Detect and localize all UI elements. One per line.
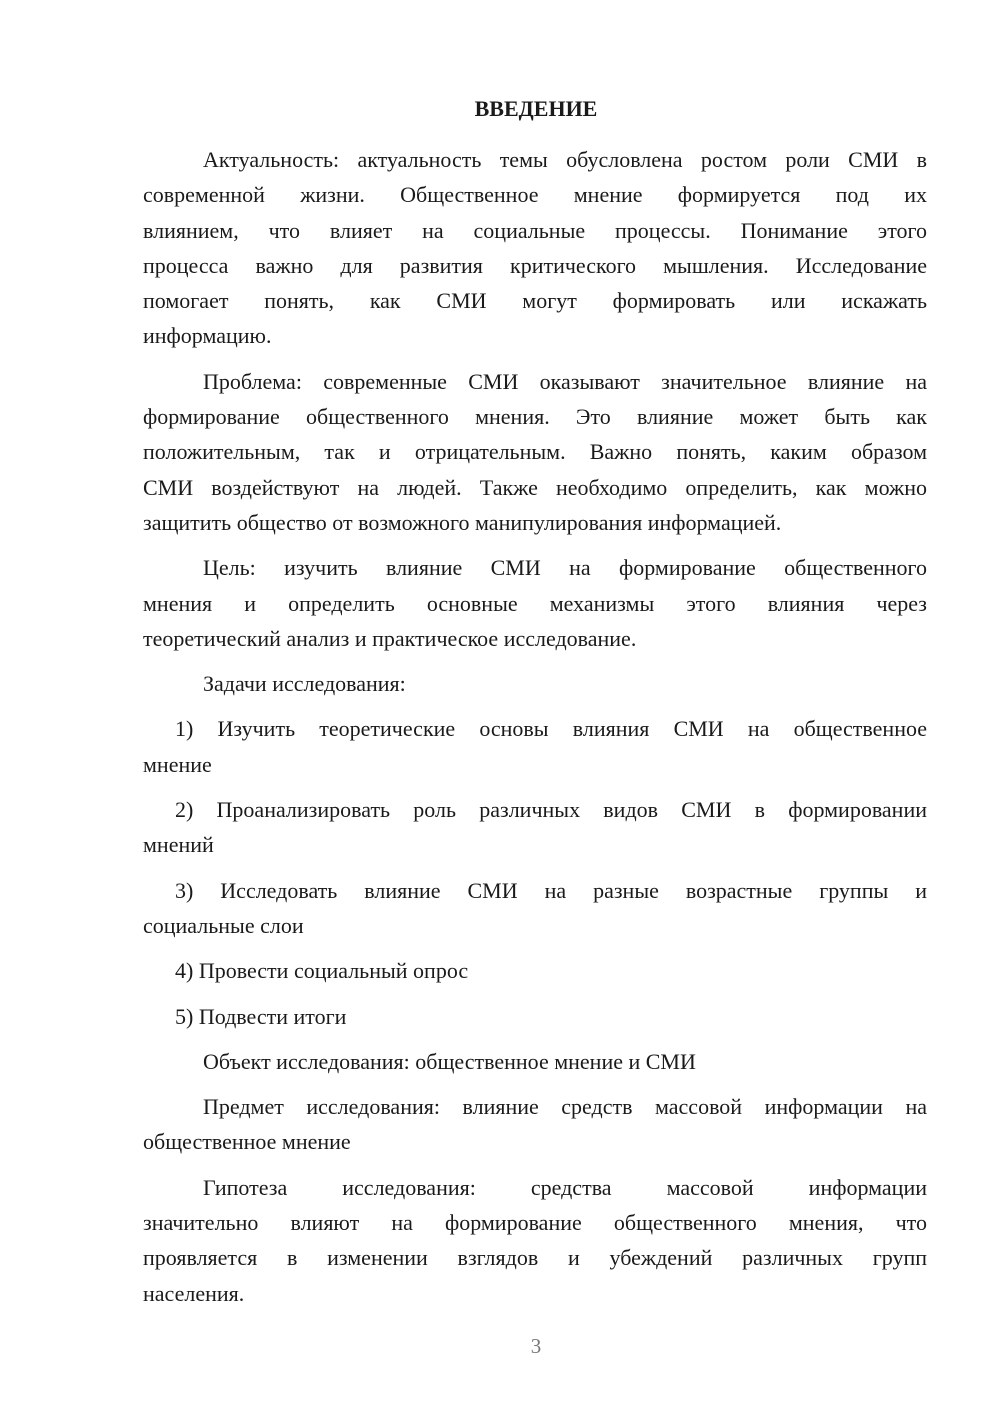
text-line: влиянием, что влияет на социальные процессы. Понимание этого (143, 217, 927, 243)
text-line: мнения и определить основные механизмы этого влияния через (143, 590, 927, 616)
text-line: Цель: изучить влияние СМИ на формирование общественного (203, 555, 927, 581)
text-line: СМИ воздействуют на людей. Также необходимо определить, как можно (143, 474, 927, 500)
text-line: Предмет исследования: влияние средств массовой информации на (203, 1094, 927, 1120)
text-line: современной жизни. Общественное мнение формируется под их (143, 182, 927, 208)
text-line: 3) Исследовать влияние СМИ на разные возрастные группы и (175, 877, 927, 903)
text-line: 5) Подвести итоги (175, 1003, 347, 1029)
list-item (143, 711, 927, 782)
text-line: социальные слои (143, 912, 304, 938)
section-title: ВВЕДЕНИЕ (474, 96, 598, 121)
text-line: Проблема: современные СМИ оказывают значительное влияние на (203, 368, 927, 394)
text-line: 2) Проанализировать роль различных видов СМИ в формировании (175, 797, 927, 823)
text-line: 1) Изучить теоретические основы влияния СМИ на общественное (175, 716, 927, 742)
text-line: 4) Провести социальный опрос (175, 958, 469, 984)
paragraph (143, 666, 927, 701)
text-line: теоретический анализ и практическое исследование. (143, 625, 637, 651)
text-line: помогает понять, как СМИ могут формировать или искажать (143, 288, 927, 314)
paragraph (143, 1170, 927, 1311)
text-line: защитить общество от возможного манипулирования информацией. (143, 509, 782, 535)
text-line: значительно влияют на формирование общественного мнения, что (143, 1210, 927, 1236)
text-line: Задачи исследования: (203, 671, 406, 697)
text-line: мнение (143, 751, 212, 777)
list-item (143, 999, 927, 1034)
document-body (143, 142, 927, 1321)
text-line: общественное мнение (143, 1129, 351, 1155)
text-line: формирование общественного мнения. Это влияние может быть как (143, 404, 927, 430)
text-line: Объект исследования: общественное мнение и СМИ (203, 1048, 696, 1074)
text-line: мнений (143, 832, 214, 858)
text-line: процесса важно для развития критического мышления. Исследование (143, 252, 927, 278)
page-number: 3 (530, 1334, 542, 1358)
text-line: Актуальность: актуальность темы обусловлена ростом роли СМИ в (203, 147, 927, 172)
paragraph (143, 142, 927, 354)
paragraph (143, 1044, 927, 1079)
text-line: положительным, так и отрицательным. Важно понять, каким образом (143, 439, 927, 465)
list-item (143, 792, 927, 863)
paragraph (143, 550, 927, 656)
list-item (143, 873, 927, 944)
text-line: проявляется в изменении взглядов и убеждений различных групп (143, 1245, 927, 1271)
text-line: населения. (143, 1280, 245, 1306)
text-line: Гипотеза исследования: средства массовой информации (203, 1174, 927, 1200)
text-line: информацию. (143, 323, 272, 349)
paragraph (143, 364, 927, 540)
paragraph (143, 1089, 927, 1160)
list-item (143, 953, 927, 988)
